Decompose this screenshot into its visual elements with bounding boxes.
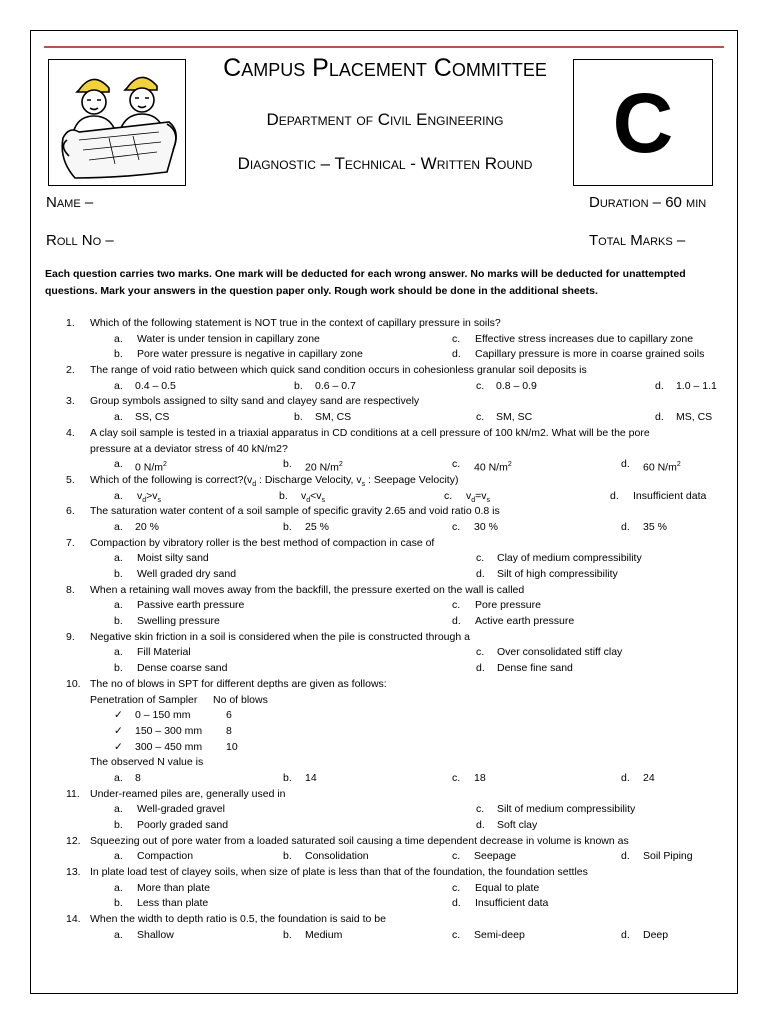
- option-text: 30 %: [474, 520, 498, 533]
- total-marks-label: Total Marks –: [589, 232, 686, 249]
- option-text: Active earth pressure: [475, 615, 575, 628]
- option-letter: c.: [476, 411, 485, 424]
- question-text: The observed N value is: [90, 756, 204, 769]
- option-value: v: [137, 489, 143, 502]
- option-letter: c.: [476, 552, 485, 565]
- committee-title: Campus Placement Committee: [223, 54, 547, 82]
- option-text: Well graded dry sand: [137, 568, 237, 580]
- question-10: [0, 677, 768, 693]
- question-4: [0, 426, 768, 442]
- engineers-with-blueprint-icon: [49, 60, 186, 186]
- question-text-part: Which of the following is correct?(v: [90, 473, 253, 486]
- question-12: [0, 834, 768, 850]
- option-value: 0 N/m: [135, 461, 164, 474]
- option-row: [0, 332, 768, 348]
- subscript: d: [306, 496, 311, 504]
- question-text-part: : Seepage Velocity): [365, 473, 459, 486]
- option-letter: a.: [114, 489, 123, 502]
- option-letter: d.: [621, 520, 630, 533]
- option-text: MS, CS: [676, 411, 713, 424]
- question-text: The range of void ratio between which quick sand condition occurs in cohesionless granular soil deposits is: [90, 364, 587, 377]
- option-text: Compaction: [137, 850, 194, 863]
- option-row: [0, 379, 768, 395]
- option-letter: d.: [452, 348, 461, 361]
- instructions: Each question carries two marks. One mark will be deducted for each wrong answer. No marks will be deducted for unattempted questions. Mark your answers in the question paper only. Rough work should be done in the additional sheets.: [45, 268, 686, 297]
- option-letter: a.: [114, 379, 123, 392]
- table-cell-blows: 6: [226, 709, 232, 722]
- question-8: [0, 583, 768, 599]
- table-cell-blows: 10: [226, 740, 238, 753]
- table-cell-depth: 0 – 150 mm: [135, 709, 191, 722]
- option-text: Over consolidated stiff clay: [497, 646, 623, 659]
- option-letter: a.: [114, 881, 123, 894]
- option-text: Clay of medium compressibility: [497, 552, 642, 565]
- subscript: s: [486, 496, 491, 504]
- option-letter: a.: [114, 552, 123, 565]
- subscript: d: [252, 480, 257, 488]
- table-header-blows: No of blows: [213, 693, 268, 706]
- option-letter: a.: [114, 928, 123, 941]
- option-text: Swelling pressure: [137, 615, 220, 628]
- question-number: 9.: [66, 630, 75, 643]
- option-text: Well-graded gravel: [137, 803, 225, 816]
- option-letter: a.: [114, 458, 123, 471]
- option-row: [0, 551, 768, 567]
- option-text: 25 %: [305, 520, 329, 533]
- option-letter: a.: [114, 803, 123, 816]
- option-value: 40 N/m: [474, 461, 508, 474]
- question-text-part: : Discharge Velocity, v: [256, 473, 362, 486]
- logo-frame: [48, 59, 186, 186]
- superscript: 2: [338, 461, 343, 469]
- option-value: >v: [146, 489, 158, 502]
- table-cell-blows: 8: [226, 724, 232, 737]
- option-letter: c.: [452, 458, 461, 471]
- option-letter: d.: [476, 568, 485, 580]
- option-letter: b.: [283, 771, 292, 784]
- option-letter: a.: [114, 411, 123, 424]
- question-text: The saturation water content of a soil sample of specific gravity 2.65 and void ratio 0.8 is: [90, 505, 500, 518]
- question-4-continued: [0, 442, 768, 458]
- option-value: =v: [475, 489, 487, 502]
- question-number: 8.: [66, 583, 75, 596]
- option-row: [0, 598, 768, 614]
- spt-table-row: [0, 740, 768, 756]
- table-cell-depth: 300 – 450 mm: [135, 740, 203, 753]
- option-text: 18: [474, 771, 486, 784]
- question-text: pressure at a deviator stress of 40 kN/m2?: [90, 442, 288, 455]
- option-letter: d.: [621, 928, 630, 941]
- question-6: [0, 504, 768, 520]
- option-letter: b.: [294, 411, 303, 424]
- duration-label: Duration –: [589, 194, 662, 211]
- option-text: Deep: [643, 928, 669, 941]
- option-text: Dense coarse sand: [137, 662, 228, 675]
- question-number: 10.: [66, 677, 81, 690]
- option-text: Less than plate: [137, 897, 209, 910]
- option-text: 0.4 – 0.5: [135, 379, 176, 392]
- option-row: [0, 457, 768, 473]
- option-value: 60 N/m: [643, 461, 677, 474]
- question-text: Group symbols assigned to silty sand and clayey sand are respectively: [90, 395, 420, 408]
- question-text: Negative skin friction in a soil is considered when the pile is constructed through a: [90, 630, 470, 643]
- option-text: SM, SC: [496, 411, 533, 424]
- question-number: 6.: [66, 505, 75, 518]
- option-letter: b.: [279, 489, 288, 502]
- option-letter: c.: [476, 379, 485, 392]
- option-row: [0, 771, 768, 787]
- question-number: 3.: [66, 395, 75, 408]
- option-letter: a.: [114, 646, 123, 659]
- header-rule: [44, 46, 724, 48]
- option-letter: b.: [114, 662, 123, 675]
- option-text: 1.0 – 1.1: [676, 379, 717, 392]
- option-letter: d.: [476, 819, 485, 831]
- option-letter: b.: [114, 348, 123, 361]
- question-number: 4.: [66, 426, 75, 439]
- option-row: [0, 347, 768, 363]
- subscript: s: [321, 496, 326, 504]
- option-letter: d.: [621, 458, 630, 471]
- superscript: 2: [507, 461, 512, 469]
- superscript: 2: [676, 461, 681, 469]
- department-name: Department of Civil Engineering: [266, 110, 504, 129]
- option-text: More than plate: [137, 881, 210, 894]
- round-name: Diagnostic – Technical - Written Round: [237, 154, 533, 173]
- option-text: Insufficient data: [633, 489, 707, 502]
- question-number: 1.: [66, 317, 75, 329]
- question-number: 12.: [66, 834, 81, 847]
- option-text: Dense fine sand: [497, 662, 573, 675]
- option-text: Medium: [305, 928, 343, 941]
- spt-table-row: [0, 708, 768, 724]
- option-row: [0, 818, 768, 834]
- option-text: Moist silty sand: [137, 552, 209, 565]
- question-text: Compaction by vibratory roller is the best method of compaction in case of: [90, 536, 435, 549]
- option-letter: b.: [283, 928, 292, 941]
- subscript: s: [361, 480, 366, 488]
- option-text: 24: [643, 771, 655, 784]
- option-letter: d.: [655, 379, 664, 392]
- option-row: [0, 520, 768, 536]
- option-letter: b.: [283, 458, 292, 471]
- question-9: [0, 630, 768, 646]
- option-letter: c.: [452, 850, 461, 863]
- question-number: 5.: [66, 473, 75, 486]
- option-text: Pore water pressure is negative in capillary zone: [137, 348, 363, 361]
- option-letter: d.: [476, 662, 485, 675]
- option-row: [0, 661, 768, 677]
- option-letter: b.: [294, 379, 303, 392]
- option-text: Capillary pressure is more in coarse grained soils: [475, 348, 705, 361]
- option-letter: d.: [621, 771, 630, 784]
- option-letter: b.: [114, 897, 123, 910]
- question-14: [0, 912, 768, 928]
- option-letter: c.: [452, 771, 461, 784]
- question-number: 14.: [66, 913, 81, 926]
- question-text: Which of the following statement is NOT true in the context of capillary pressure in soils?: [90, 317, 501, 329]
- option-row: [0, 928, 768, 944]
- option-letter: b.: [283, 850, 292, 863]
- table-cell-depth: 150 – 300 mm: [135, 724, 203, 737]
- option-letter: a.: [114, 332, 123, 345]
- option-letter: c.: [452, 881, 461, 894]
- question-11: [0, 787, 768, 803]
- duration-value: 60 min: [665, 194, 707, 211]
- option-value: 20 N/m: [305, 461, 339, 474]
- option-letter: c.: [476, 803, 485, 816]
- option-text: Fill Material: [137, 646, 191, 659]
- option-value: v: [466, 489, 472, 502]
- option-letter: d.: [621, 850, 630, 863]
- option-text: 20 %: [135, 520, 159, 533]
- option-letter: a.: [114, 771, 123, 784]
- option-text: Passive earth pressure: [137, 599, 245, 612]
- option-text: 14: [305, 771, 317, 784]
- name-label: Name –: [46, 194, 94, 211]
- option-text: 8: [135, 771, 141, 784]
- option-row: [0, 849, 768, 865]
- option-text: SM, CS: [315, 411, 352, 424]
- option-text: Insufficient data: [475, 897, 549, 910]
- option-text: Soft clay: [497, 819, 538, 831]
- option-text: 0.6 – 0.7: [315, 379, 356, 392]
- option-letter: d.: [452, 615, 461, 628]
- option-row: [0, 614, 768, 630]
- option-row: [0, 645, 768, 661]
- option-letter: c.: [452, 332, 461, 345]
- option-letter: b.: [114, 819, 123, 831]
- option-letter: a.: [114, 850, 123, 863]
- option-text: Seepage: [474, 850, 517, 863]
- option-letter: c.: [452, 599, 461, 612]
- option-letter: b.: [114, 615, 123, 628]
- option-text: Equal to plate: [475, 881, 540, 894]
- spt-table-row: [0, 724, 768, 740]
- check-icon: ✓: [114, 724, 123, 737]
- question-number: 13.: [66, 866, 81, 879]
- option-row: [0, 881, 768, 897]
- table-header-depth: Penetration of Sampler: [90, 693, 198, 706]
- option-value: <v: [310, 489, 322, 502]
- option-text: Effective stress increases due to capillary zone: [475, 332, 694, 345]
- superscript: 2: [163, 461, 167, 469]
- option-letter: b.: [114, 568, 123, 580]
- option-text: Shallow: [137, 928, 174, 941]
- subscript: d: [471, 496, 476, 504]
- option-letter: a.: [114, 599, 123, 612]
- option-text: Pore pressure: [475, 599, 541, 612]
- question-text: When the width to depth ratio is 0.5, the foundation is said to be: [90, 913, 386, 926]
- option-letter: c.: [452, 520, 461, 533]
- subscript: d: [142, 496, 147, 504]
- question-text: When a retaining wall moves away from the backfill, the pressure exerted on the wall is called: [90, 583, 525, 596]
- option-text: Semi-deep: [474, 928, 525, 941]
- option-text: SS, CS: [135, 411, 170, 424]
- option-letter: c.: [444, 489, 453, 502]
- option-row: [0, 567, 768, 583]
- subscript: s: [157, 496, 162, 504]
- option-letter: d.: [655, 411, 664, 424]
- check-icon: ✓: [114, 740, 123, 753]
- option-row: [0, 802, 768, 818]
- question-13: [0, 865, 768, 881]
- option-text: Water is under tension in capillary zone: [137, 332, 320, 345]
- question-text: In plate load test of clayey soils, when size of plate is less than that of the foundation, the foundation settles: [90, 866, 588, 879]
- question-2: [0, 363, 768, 379]
- question-text: The no of blows in SPT for different depths are given as follows:: [90, 677, 387, 690]
- question-1: [0, 316, 768, 332]
- option-row: [0, 896, 768, 912]
- option-text: 35 %: [643, 520, 667, 533]
- option-letter: c.: [476, 646, 485, 659]
- option-letter: d.: [452, 897, 461, 910]
- question-number: 11.: [66, 787, 80, 800]
- check-icon: ✓: [114, 709, 123, 722]
- question-10-prompt: [0, 755, 768, 771]
- option-text: Soil Piping: [643, 850, 693, 863]
- option-row: [0, 410, 768, 426]
- question-list: [0, 316, 768, 944]
- option-row: [0, 489, 768, 505]
- set-letter: C: [612, 75, 674, 170]
- spt-table-header: [0, 693, 768, 709]
- roll-no-label: Roll No –: [46, 232, 114, 249]
- option-text: 0.8 – 0.9: [496, 379, 537, 392]
- question-3: [0, 394, 768, 410]
- option-text: Silt of high compressibility: [497, 568, 618, 580]
- option-letter: a.: [114, 520, 123, 533]
- question-7: [0, 536, 768, 552]
- option-letter: c.: [452, 928, 461, 941]
- set-box: [573, 59, 713, 186]
- question-text: Squeezing out of pore water from a loaded saturated soil causing a time dependent decrease in volume is known as: [90, 834, 629, 847]
- option-letter: b.: [283, 520, 292, 533]
- question-number: 7.: [66, 536, 75, 549]
- question-text: Under-reamed piles are, generally used in: [90, 787, 286, 800]
- option-text: Consolidation: [305, 850, 369, 863]
- option-text: Silt of medium compressibility: [497, 803, 636, 816]
- duration-field: [589, 194, 706, 211]
- option-value: v: [301, 489, 307, 502]
- question-5: [0, 473, 768, 489]
- option-letter: d.: [610, 489, 619, 502]
- question-number: 2.: [66, 364, 75, 377]
- question-text: A clay soil sample is tested in a triaxial apparatus in CD conditions at a cell pressure of 100 kN/m2. What will be the pore: [90, 426, 650, 439]
- option-text: Poorly graded sand: [137, 819, 229, 831]
